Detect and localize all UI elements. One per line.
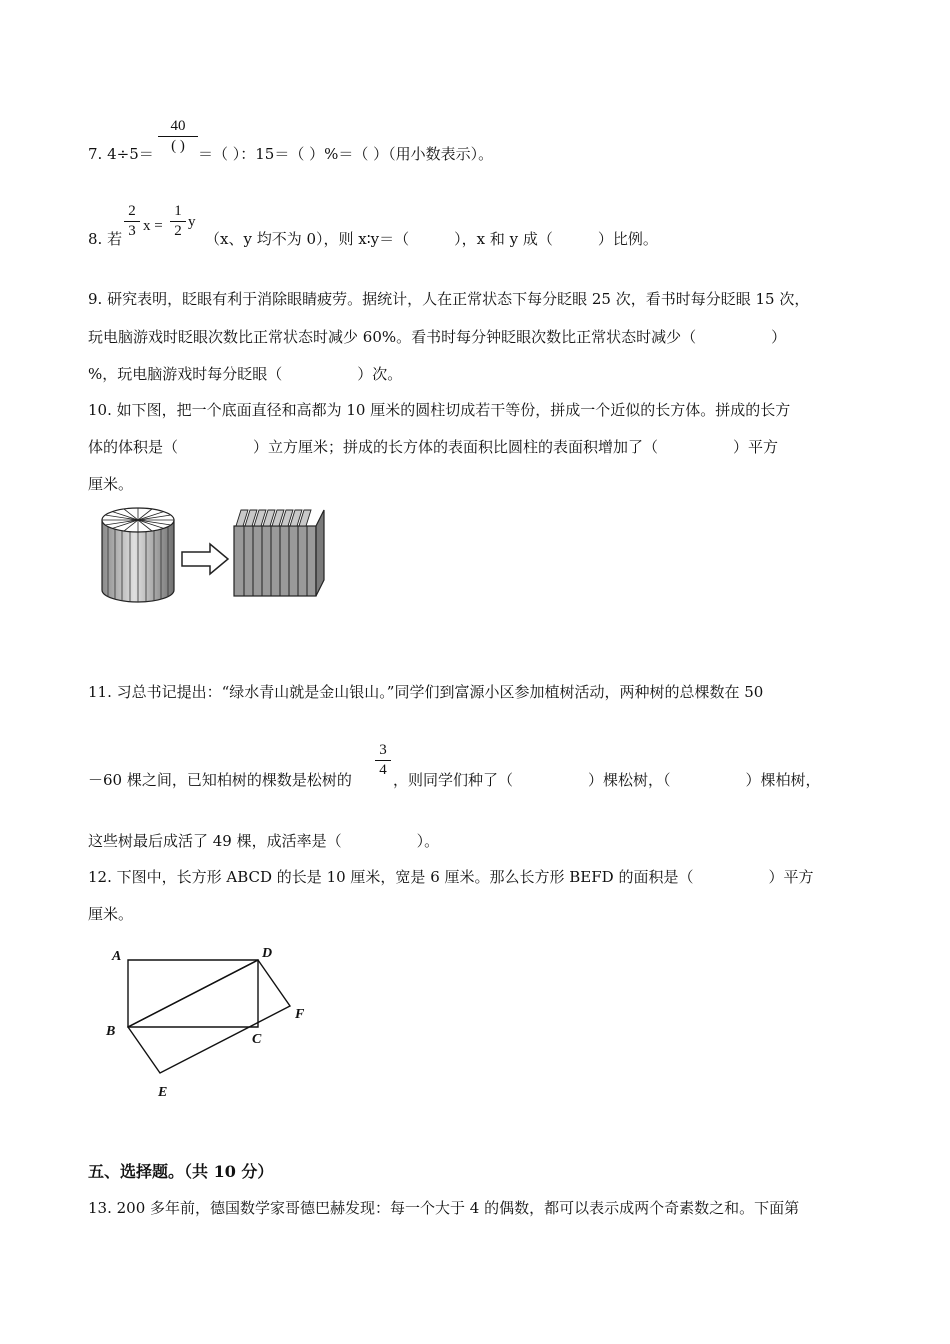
q11-line3: 这些树最后成活了 49 棵，成活率是（ ）。 <box>88 832 440 850</box>
q9-line3: %，玩电脑游戏时每分眨眼（ ）次。 <box>88 365 403 383</box>
q9-line2: 玩电脑游戏时眨眼次数比正常状态时减少 60%。看书时每分钟眨眼次数比正常状态时减少（ ） <box>88 328 787 346</box>
q11-fraction-numerator: 3 <box>379 742 387 758</box>
q10-line3: 厘米。 <box>88 475 134 493</box>
arrow-icon <box>182 544 228 574</box>
rectangle-geometry-figure <box>100 940 320 1105</box>
q8-f1-numerator: 2 <box>128 203 136 219</box>
q13-line1: 13. 200 多年前，德国数学家哥德巴赫发现：每一个大于 4 的偶数，都可以表示成两个奇素数之和。下面第 <box>88 1199 800 1217</box>
label-D: D <box>262 946 273 961</box>
label-C: C <box>252 1032 262 1047</box>
q11-fraction-denominator: 4 <box>379 762 387 778</box>
q8-y: y <box>188 214 196 230</box>
q8-rest: （x、y 均不为 0），则 x∶y＝（ ），x 和 y 成（ ）比例。 <box>205 230 658 248</box>
cylinder-to-cuboid-figure <box>98 502 338 606</box>
section-title: 五、选择题。（共 10 分） <box>88 1162 274 1181</box>
q9-line1: 9. 研究表明，眨眼有利于消除眼睛疲劳。据统计，人在正常状态下每分眨眼 25 次，看书时每分眨眼 15 次， <box>88 290 810 308</box>
q11-fraction <box>375 742 391 779</box>
q12-line2: 厘米。 <box>88 905 134 923</box>
q8-f2-denominator: 2 <box>174 223 182 239</box>
q7-prefix: 7. 4÷5＝ <box>88 145 154 163</box>
q8-mid: x = <box>143 218 163 234</box>
q7-fraction-denominator: ( ) <box>171 138 185 154</box>
label-E: E <box>158 1085 168 1100</box>
q8-fraction-2 <box>170 203 186 240</box>
q8-prefix: 8. 若 <box>88 230 123 248</box>
q11-line2b: ，则同学们种了（ ）棵松树，（ ）棵柏树， <box>393 771 821 789</box>
q8-fraction-1 <box>124 203 140 240</box>
q11-line2a: －60 棵之间，已知柏树的棵数是松树的 <box>88 771 352 789</box>
q11-line1: 11. 习总书记提出：“绿水青山就是金山银山。”同学们到富源小区参加植树活动，两种树的总棵数在 50 <box>88 683 764 701</box>
q7-fraction-numerator: 40 <box>170 118 186 134</box>
q7-rest: ＝（ ）：15＝（ ）%＝（ ）（用小数表示）。 <box>198 145 494 163</box>
cuboid <box>234 510 324 596</box>
label-B: B <box>106 1024 116 1039</box>
label-A: A <box>112 949 122 964</box>
q8-f1-denominator: 3 <box>128 223 136 239</box>
cylinder <box>102 508 174 602</box>
q10-line1: 10. 如下图，把一个底面直径和高都为 10 厘米的圆柱切成若干等份，拼成一个近似的长方体。拼成的长方 <box>88 401 791 419</box>
q7-fraction <box>158 118 198 155</box>
q8-f2-numerator: 1 <box>174 203 182 219</box>
q10-line2: 体的体积是（ ）立方厘米；拼成的长方体的表面积比圆柱的表面积增加了（ ）平方 <box>88 438 779 456</box>
q12-line1: 12. 下图中，长方形 ABCD 的长是 10 厘米，宽是 6 厘米。那么长方形 BEFD 的面积是（ ）平方 <box>88 868 814 886</box>
label-F: F <box>295 1007 305 1022</box>
